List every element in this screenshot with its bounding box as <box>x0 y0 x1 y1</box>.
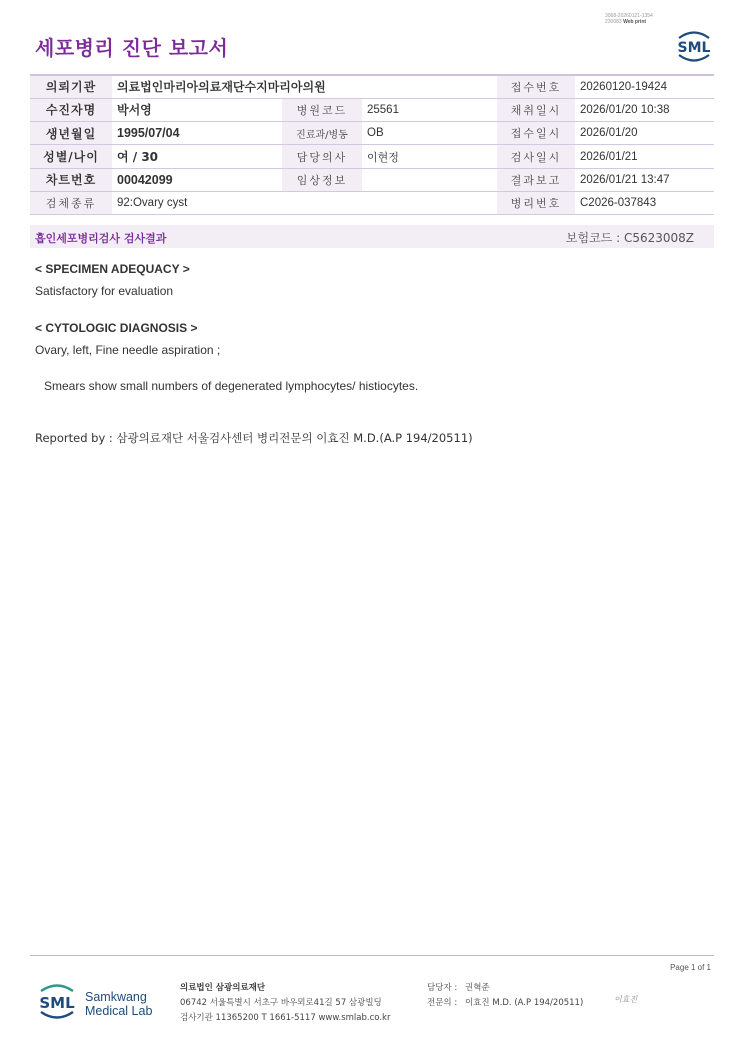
label-pathology-no: 병리번호 <box>497 191 575 214</box>
info-row <box>30 145 714 168</box>
sml-logo-icon-footer <box>35 979 81 1023</box>
section-title: 흡인세포병리검사 검사결과 <box>35 232 167 245</box>
label-clinical-info: 임상정보 <box>282 168 362 191</box>
staff-name: 권혁준 <box>465 983 490 993</box>
footer-address-line: 06742 서울특별시 서초구 바우뫼로41길 57 삼광빌딩 <box>180 998 382 1008</box>
diagnosis-text: Ovary, left, Fine needle aspiration ; <box>35 343 221 357</box>
info-row <box>30 122 714 145</box>
print-meta <box>605 13 653 25</box>
value-sex-age: 여 / 30 <box>112 145 282 168</box>
label-sex-age: 성별/나이 <box>30 145 112 168</box>
insurance-code: 보험코드 : C5623008Z <box>565 231 694 245</box>
specialist-label: 전문의 : <box>427 998 458 1008</box>
label-doctor: 담당의사 <box>282 145 362 168</box>
value-exam-date: 2026/01/21 <box>575 145 714 168</box>
result-section-header <box>30 225 714 248</box>
label-specimen-type: 검체종류 <box>30 191 112 214</box>
report-title: 세포병리 진단 보고서 <box>35 36 229 60</box>
value-result-report: 2026/01/21 13:47 <box>575 168 714 191</box>
sml-logo <box>672 25 716 65</box>
label-patient-name: 수진자명 <box>30 98 112 121</box>
value-chart-no: 00042099 <box>112 168 282 191</box>
page-number: Page 1 of 1 <box>670 963 711 972</box>
value-department: OB <box>362 122 497 145</box>
footer-staff <box>427 981 583 1011</box>
footer-org: 의료법인 삼광의료재단 <box>180 983 266 993</box>
label-requesting-org: 의뢰기관 <box>30 75 112 98</box>
signature: 이효진 <box>614 995 638 1004</box>
print-meta-line1: 3068-20260121-1354 <box>605 13 653 19</box>
value-collection-time: 2026/01/20 10:38 <box>575 98 714 121</box>
label-exam-date: 검사일시 <box>497 145 575 168</box>
label-chart-no: 차트번호 <box>30 168 112 191</box>
value-patient-name: 박서영 <box>112 98 282 121</box>
footer-divider <box>30 955 714 956</box>
specialist-name: 이효진 M.D. (A.P 194/20511) <box>465 998 584 1008</box>
adequacy-heading: < SPECIMEN ADEQUACY > <box>35 262 190 276</box>
label-receipt-no: 접수번호 <box>497 75 575 98</box>
footer-address <box>180 981 390 1026</box>
value-hospital-code: 25561 <box>362 98 497 121</box>
label-result-report: 결과보고 <box>497 168 575 191</box>
footer-contact: 검사기관 11365200 T 1661-5117 www.smlab.co.kr <box>180 1013 391 1023</box>
info-row <box>30 98 714 121</box>
value-specimen-type: 92:Ovary cyst <box>112 191 497 214</box>
info-row <box>30 191 714 214</box>
brand-name-line1: Samkwang <box>85 990 147 1004</box>
label-hospital-code: 병원코드 <box>282 98 362 121</box>
adequacy-text: Satisfactory for evaluation <box>35 284 174 298</box>
patient-info-table <box>30 74 714 215</box>
svg-text:SML: SML <box>677 40 711 56</box>
staff-label: 담당자 : <box>427 983 458 993</box>
label-department: 진료과/병동 <box>282 122 362 145</box>
value-doctor: 이현정 <box>362 145 497 168</box>
label-receipt-date: 접수일시 <box>497 122 575 145</box>
info-row <box>30 168 714 191</box>
value-requesting-org: 의료법인마리아의료재단수지마리아의원 <box>112 75 497 98</box>
samkwang-logo <box>35 979 155 1023</box>
value-clinical-info <box>362 168 497 191</box>
diagnosis-heading: < CYTOLOGIC DIAGNOSIS > <box>35 321 198 335</box>
value-receipt-date: 2026/01/20 <box>575 122 714 145</box>
print-meta-line2: 230083 Web print <box>605 19 647 25</box>
finding-text: Smears show small numbers of degenerated lymphocytes/ histiocytes. <box>44 379 419 393</box>
brand-name-line2: Medical Lab <box>85 1004 153 1018</box>
label-collection-time: 채취일시 <box>497 98 575 121</box>
value-receipt-no: 20260120-19424 <box>575 75 714 98</box>
info-row <box>30 75 714 98</box>
label-birth-date: 생년월일 <box>30 122 112 145</box>
sml-logo-icon <box>672 25 716 65</box>
value-pathology-no: C2026-037843 <box>575 191 714 214</box>
value-birth-date: 1995/07/04 <box>112 122 282 145</box>
svg-text:SML: SML <box>39 994 75 1012</box>
reported-by: Reported by : 삼광의료재단 서울검사센터 병리전문의 이효진 M.D.(A.P 194/20511) <box>35 431 473 445</box>
